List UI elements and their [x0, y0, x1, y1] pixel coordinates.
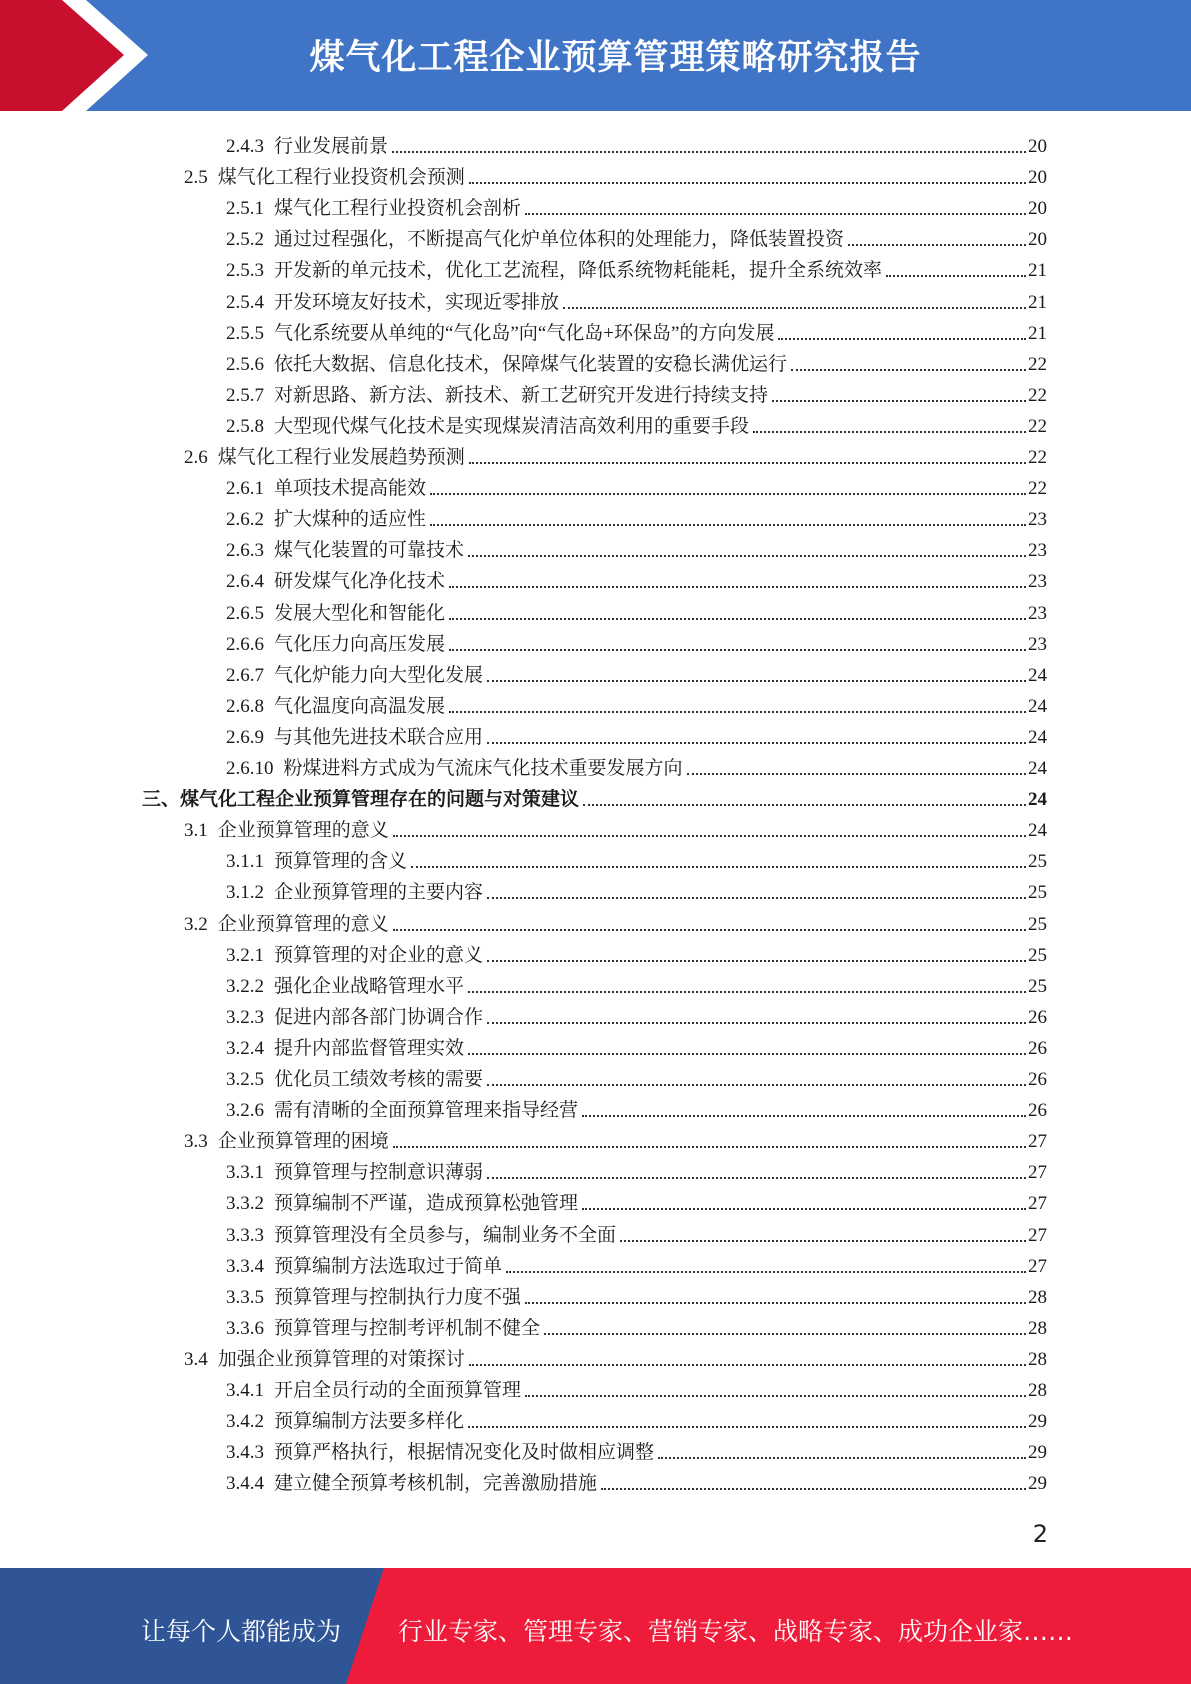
toc-entry[interactable] [226, 283, 1047, 314]
toc-entry[interactable] [226, 842, 1047, 873]
toc-entry-number: 3.3.3 [226, 1224, 264, 1246]
toc-entry-page: 29 [1028, 1473, 1047, 1495]
toc-entry[interactable] [226, 189, 1047, 220]
toc-entry-page: 24 [1028, 695, 1047, 717]
toc-entry-number: 3.4.4 [226, 1473, 264, 1495]
toc-entry-page: 26 [1028, 1006, 1047, 1028]
toc-entry-title: 发展大型化和智能化 [274, 602, 446, 624]
toc-entry-number: 3.4.2 [226, 1411, 264, 1433]
toc-entry-page: 28 [1028, 1317, 1047, 1339]
toc-entry-title: 煤气化装置的可靠技术 [274, 540, 465, 562]
toc-entry-title: 预算管理与控制意识薄弱 [274, 1162, 484, 1184]
toc-entry[interactable] [226, 656, 1047, 687]
toc-entry-number: 2.5.3 [226, 260, 264, 282]
toc-dot-leader [753, 429, 1026, 433]
toc-entry-number: 2.6.1 [226, 478, 264, 500]
toc-dot-leader [687, 771, 1026, 775]
toc-entry-title: 气化系统要从单纯的“气化岛”向“气化岛+环保岛”的方向发展 [274, 322, 775, 344]
toc-entry-title: 煤气化工程行业投资机会剖析 [274, 198, 522, 220]
toc-entry[interactable] [142, 780, 1047, 811]
toc-dot-leader [582, 1113, 1026, 1117]
toc-entry-number: 2.6.10 [226, 758, 274, 779]
toc-entry-title: 需有清晰的全面预算管理来指导经营 [274, 1100, 579, 1122]
toc-entry-number: 3.3.5 [226, 1286, 264, 1308]
toc-entry-number: 3.2.4 [226, 1037, 264, 1059]
toc-dot-leader [449, 584, 1026, 588]
toc-entry-title: 行业发展前景 [274, 136, 389, 157]
toc-entry-number: 2.5.5 [226, 322, 264, 344]
toc-entry-number: 3.4.1 [226, 1380, 264, 1401]
toc-dot-leader [430, 491, 1026, 495]
toc-dot-leader [886, 273, 1026, 277]
toc-entry-page: 25 [1028, 944, 1047, 966]
toc-entry-title: 依托大数据、信息化技术，保障煤气化装置的安稳长满优运行 [274, 353, 788, 375]
toc-entry[interactable] [226, 967, 1047, 998]
toc-entry-number: 2.6.9 [226, 726, 264, 748]
toc-entry-page: 27 [1028, 1193, 1047, 1215]
toc-dot-leader [525, 211, 1026, 215]
toc-entry-number: 3.2.3 [226, 1006, 264, 1028]
toc-entry[interactable] [226, 1153, 1047, 1184]
toc-entry-page: 24 [1028, 820, 1047, 842]
toc-entry[interactable] [226, 1371, 1047, 1402]
toc-dot-leader [772, 398, 1026, 402]
toc-entry-page: 27 [1028, 1162, 1047, 1184]
toc-entry[interactable] [226, 531, 1047, 562]
toc-entry-title: 扩大煤种的适应性 [274, 509, 427, 531]
toc-entry-page: 23 [1028, 633, 1047, 655]
toc-entry[interactable] [184, 158, 1047, 189]
toc-entry-title: 预算管理没有全员参与，编制业务不全面 [274, 1224, 617, 1246]
toc-entry-title: 预算编制不严谨，造成预算松弛管理 [274, 1193, 579, 1215]
toc-entry[interactable] [226, 873, 1047, 904]
toc-dot-leader [393, 1144, 1026, 1148]
toc-dot-leader [620, 1238, 1026, 1242]
toc-entry-number: 2.4.3 [226, 136, 264, 157]
toc-entry-page: 23 [1028, 540, 1047, 562]
toc-dot-leader [392, 149, 1026, 153]
toc-dot-leader [449, 709, 1026, 713]
toc-entry-page: 23 [1028, 571, 1047, 593]
toc-entry[interactable] [184, 905, 1047, 936]
toc-entry-page: 23 [1028, 602, 1047, 624]
toc-entry[interactable] [226, 500, 1047, 531]
toc-entry-number: 3.1.1 [226, 851, 264, 873]
toc-entry[interactable] [226, 407, 1047, 438]
toc-entry-page: 21 [1028, 322, 1047, 344]
toc-entry-page: 26 [1028, 1100, 1047, 1122]
toc-entry-title: 气化炉能力向大型化发展 [274, 664, 484, 686]
toc-entry-number: 2.6.5 [226, 602, 264, 624]
toc-entry[interactable] [226, 1278, 1047, 1309]
toc-entry-title: 对新思路、新方法、新技术、新工艺研究开发进行持续支持 [274, 384, 769, 406]
toc-entry[interactable] [226, 345, 1047, 376]
toc-dot-leader [468, 1051, 1026, 1055]
toc-dot-leader [430, 522, 1026, 526]
toc-entry-title: 建立健全预算考核机制，完善激励措施 [274, 1473, 598, 1495]
toc-entry-page: 22 [1028, 447, 1047, 468]
toc-entry-page: 23 [1028, 509, 1047, 531]
toc-entry-number: 三、 [142, 789, 181, 811]
toc-entry-page: 24 [1028, 664, 1047, 686]
toc-entry[interactable] [226, 1247, 1047, 1278]
toc-entry-number: 2.6 [184, 447, 208, 468]
toc-dot-leader [487, 1082, 1026, 1086]
toc-entry-title: 煤气化工程企业预算管理存在的问题与对策建议 [180, 789, 580, 811]
toc-entry[interactable] [226, 718, 1047, 749]
toc-entry-page: 28 [1028, 1286, 1047, 1308]
toc-entry-number: 2.6.2 [226, 509, 264, 531]
toc-entry-title: 强化企业战略管理水平 [274, 975, 465, 997]
toc-entry-page: 21 [1028, 291, 1047, 313]
toc-entry[interactable] [226, 594, 1047, 625]
page-number: 2 [1032, 1520, 1048, 1548]
toc-entry-number: 3.2 [184, 913, 208, 935]
toc-dot-leader [393, 927, 1026, 931]
toc-dot-leader [583, 802, 1026, 806]
toc-entry-number: 2.5.2 [226, 229, 264, 251]
toc-entry-title: 煤气化工程行业发展趋势预测 [217, 447, 465, 468]
toc-dot-leader [469, 460, 1026, 464]
toc-entry-title: 通过过程强化，不断提高气化炉单位体积的处理能力，降低装置投资 [274, 229, 845, 251]
report-header-band [0, 0, 1191, 111]
toc-entry-title: 预算严格执行，根据情况变化及时做相应调整 [274, 1442, 655, 1464]
toc-entry-title: 预算管理与控制执行力度不强 [274, 1286, 522, 1308]
toc-dot-leader [487, 678, 1026, 682]
toc-entry-number: 2.5.4 [226, 291, 264, 313]
toc-entry[interactable] [226, 1091, 1047, 1122]
toc-entry-page: 25 [1028, 975, 1047, 997]
toc-entry-number: 3.2.2 [226, 975, 264, 997]
toc-dot-leader [469, 1362, 1026, 1366]
toc-entry-title: 开启全员行动的全面预算管理 [274, 1380, 522, 1401]
toc-dot-leader [468, 1424, 1026, 1428]
toc-entry[interactable] [226, 625, 1047, 656]
toc-dot-leader [487, 895, 1026, 899]
toc-dot-leader [582, 1206, 1026, 1210]
toc-entry-title: 企业预算管理的意义 [217, 820, 389, 842]
toc-entry-number: 2.5.1 [226, 198, 264, 220]
toc-dot-leader [778, 336, 1026, 340]
toc-dot-leader [449, 616, 1026, 620]
toc-entry[interactable] [226, 562, 1047, 593]
toc-dot-leader [487, 1020, 1026, 1024]
toc-entry-title: 开发新的单元技术，优化工艺流程，降低系统物耗能耗，提升全系统效率 [274, 260, 883, 282]
footer-banner [0, 1568, 1191, 1684]
toc-entry[interactable] [226, 251, 1047, 282]
toc-entry-page: 20 [1028, 229, 1047, 251]
toc-dot-leader [487, 1175, 1026, 1179]
toc-entry-page: 22 [1028, 353, 1047, 375]
toc-dot-leader [791, 367, 1026, 371]
toc-entry[interactable] [184, 1122, 1047, 1153]
toc-entry[interactable] [184, 811, 1047, 842]
toc-entry-number: 3.4.3 [226, 1442, 264, 1464]
toc-dot-leader [525, 1300, 1026, 1304]
toc-entry-title: 优化员工绩效考核的需要 [274, 1069, 484, 1090]
toc-entry-page: 28 [1028, 1348, 1047, 1370]
toc-entry-page: 20 [1028, 198, 1047, 220]
toc-entry[interactable] [226, 936, 1047, 967]
toc-entry-number: 2.6.7 [226, 664, 264, 686]
toc-entry-page: 27 [1028, 1224, 1047, 1246]
toc-entry-title: 加强企业预算管理的对策探讨 [217, 1348, 465, 1370]
toc-entry-title: 企业预算管理的主要内容 [274, 882, 484, 904]
toc-entry-page: 25 [1028, 882, 1047, 904]
toc-entry[interactable] [226, 1184, 1047, 1215]
toc-entry-title: 预算管理的含义 [274, 851, 408, 873]
toc-entry-title: 预算编制方法要多样化 [274, 1411, 465, 1433]
toc-entry-number: 2.5 [184, 167, 208, 189]
toc-entry[interactable] [226, 314, 1047, 345]
toc-entry-title: 与其他先进技术联合应用 [274, 726, 484, 748]
footer-slogan-left: 让每个人都能成为 [141, 1617, 342, 1646]
toc-entry[interactable] [226, 127, 1047, 158]
toc-dot-leader [468, 989, 1026, 993]
report-title: 煤气化工程企业预算管理策略研究报告 [309, 38, 922, 78]
toc-entry-number: 3.1 [184, 820, 208, 842]
toc-entry[interactable] [184, 1340, 1047, 1371]
toc-entry-title: 企业预算管理的意义 [217, 913, 389, 935]
toc-entry[interactable] [226, 998, 1047, 1029]
toc-entry-page: 27 [1028, 1131, 1047, 1153]
toc-dot-leader [563, 305, 1026, 309]
toc-dot-leader [469, 180, 1026, 184]
toc-dot-leader [506, 1269, 1026, 1273]
toc-entry-page: 22 [1028, 415, 1047, 437]
toc-entry-number: 2.6.3 [226, 540, 264, 562]
toc-entry-title: 大型现代煤气化技术是实现煤炭清洁高效利用的重要手段 [274, 415, 750, 437]
toc-dot-leader [487, 958, 1026, 962]
toc-entry[interactable] [226, 1029, 1047, 1060]
toc-entry-page: 27 [1028, 1255, 1047, 1277]
toc-entry-page: 29 [1028, 1442, 1047, 1464]
toc-entry[interactable] [226, 1309, 1047, 1340]
toc-entry-number: 2.6.4 [226, 571, 264, 593]
toc-entry-title: 气化温度向高温发展 [274, 695, 446, 717]
toc-entry-title: 提升内部监督管理实效 [274, 1037, 465, 1059]
toc-dot-leader [601, 1486, 1026, 1490]
toc-dot-leader [449, 647, 1026, 651]
toc-entry-title: 气化压力向高压发展 [274, 633, 446, 655]
toc-entry-page: 26 [1028, 1037, 1047, 1059]
toc-entry-number: 3.1.2 [226, 882, 264, 904]
toc-entry-title: 预算编制方法选取过于简单 [274, 1255, 503, 1277]
toc-entry-number: 3.2.1 [226, 944, 264, 966]
toc-entry[interactable] [226, 1433, 1047, 1464]
toc-entry[interactable] [226, 749, 1047, 780]
toc-entry-number: 3.3.6 [226, 1317, 264, 1339]
toc-entry[interactable] [226, 1464, 1047, 1495]
toc-dot-leader [487, 740, 1026, 744]
toc-entry-number: 3.3.1 [226, 1162, 264, 1184]
toc-entry[interactable] [226, 1216, 1047, 1247]
toc-entry-number: 3.4 [184, 1348, 208, 1370]
toc-entry[interactable] [226, 1060, 1047, 1091]
toc-entry-number: 3.3.4 [226, 1255, 264, 1277]
toc-entry-number: 3.2.5 [226, 1069, 264, 1090]
toc-entry-page: 25 [1028, 851, 1047, 873]
toc-dot-leader [393, 833, 1026, 837]
toc-entry-number: 3.2.6 [226, 1100, 264, 1122]
toc-entry[interactable] [226, 1402, 1047, 1433]
toc-entry-title: 预算管理与控制考评机制不健全 [274, 1317, 541, 1339]
toc-entry-number: 2.5.7 [226, 384, 264, 406]
toc-entry[interactable] [226, 687, 1047, 718]
toc-entry-page: 21 [1028, 260, 1047, 282]
toc-entry-page: 28 [1028, 1380, 1047, 1401]
toc-entry-number: 2.5.8 [226, 415, 264, 437]
toc-entry[interactable] [226, 469, 1047, 500]
toc-entry-page: 20 [1028, 167, 1047, 189]
toc-entry-number: 3.3.2 [226, 1193, 264, 1215]
toc-entry-page: 24 [1028, 789, 1047, 811]
toc-entry[interactable] [226, 220, 1047, 251]
toc-entry-number: 3.3 [184, 1131, 208, 1153]
toc-entry-page: 22 [1028, 478, 1047, 500]
toc-entry-title: 企业预算管理的困境 [217, 1131, 389, 1153]
toc-entry-page: 24 [1028, 758, 1047, 779]
toc-entry[interactable] [184, 438, 1047, 469]
toc-entry-title: 粉煤进料方式成为气流床气化技术重要发展方向 [283, 758, 683, 779]
toc-entry-number: 2.6.8 [226, 695, 264, 717]
toc-entry-page: 26 [1028, 1069, 1047, 1090]
toc-entry-page: 29 [1028, 1411, 1047, 1433]
toc-dot-leader [544, 1331, 1026, 1335]
toc-entry-title: 煤气化工程行业投资机会预测 [217, 167, 465, 189]
toc-entry-page: 22 [1028, 384, 1047, 406]
toc-entry-title: 预算管理的对企业的意义 [274, 944, 484, 966]
toc-entry-number: 2.5.6 [226, 353, 264, 375]
toc-entry-page: 20 [1028, 136, 1047, 157]
toc-entry-title: 单项技术提高能效 [274, 478, 427, 500]
toc-entry-title: 促进内部各部门协调合作 [274, 1006, 484, 1028]
toc-entry-page: 24 [1028, 726, 1047, 748]
toc-dot-leader [848, 242, 1026, 246]
toc-entry-page: 25 [1028, 913, 1047, 935]
toc-dot-leader [658, 1455, 1026, 1459]
toc-entry-number: 2.6.6 [226, 633, 264, 655]
toc-dot-leader [525, 1393, 1026, 1397]
footer-slogan-right: 行业专家、管理专家、营销专家、战略专家、成功企业家…… [398, 1617, 1074, 1646]
toc-dot-leader [468, 553, 1026, 557]
toc-entry-title: 开发环境友好技术，实现近零排放 [274, 291, 560, 313]
toc-entry-title: 研发煤气化净化技术 [274, 571, 446, 593]
toc-entry[interactable] [226, 376, 1047, 407]
toc-dot-leader [411, 864, 1026, 868]
